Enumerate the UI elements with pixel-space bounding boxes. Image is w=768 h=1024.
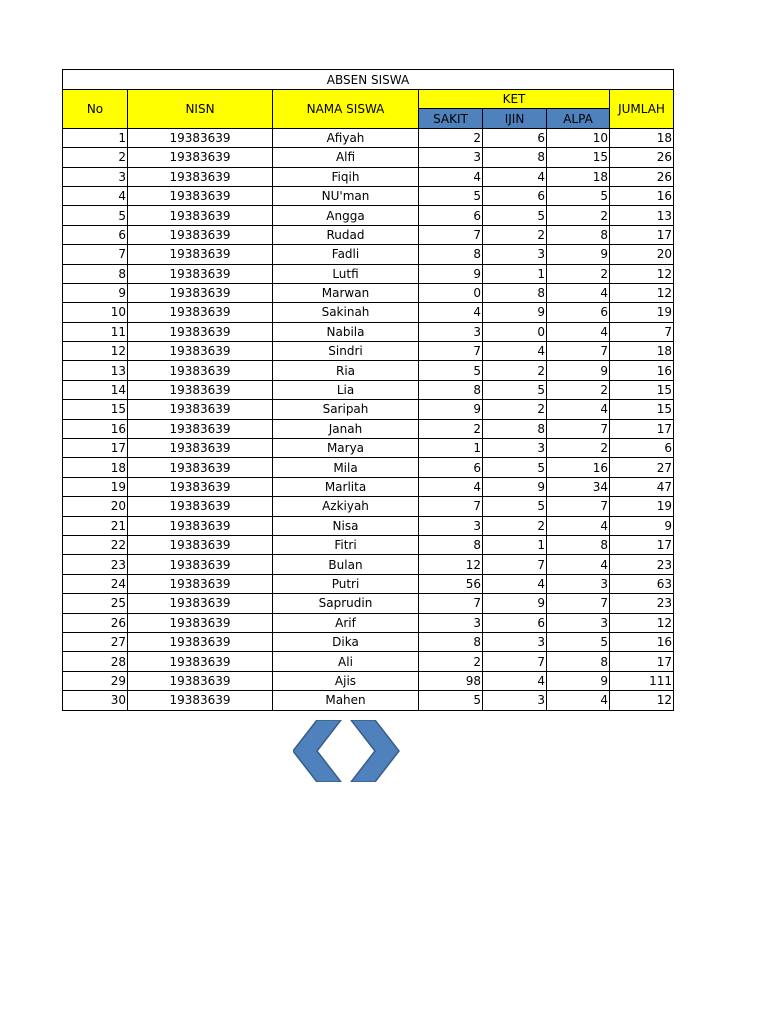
cell-jumlah: 18 [610,342,674,361]
cell-no: 26 [63,613,128,632]
cell-alpa: 2 [547,439,610,458]
cell-no: 22 [63,535,128,554]
cell-alpa: 6 [547,303,610,322]
cell-alpa: 15 [547,148,610,167]
table-row [63,555,674,574]
table-row [63,458,674,477]
cell-jumlah: 16 [610,186,674,205]
cell-nisn: 19383639 [128,477,273,496]
cell-jumlah: 19 [610,303,674,322]
cell-nisn: 19383639 [128,380,273,399]
cell-alpa: 7 [547,342,610,361]
cell-nisn: 19383639 [128,535,273,554]
cell-no: 29 [63,671,128,690]
cell-nama-siswa: Ria [273,361,419,380]
cell-nisn: 19383639 [128,400,273,419]
cell-no: 11 [63,322,128,341]
cell-ijin: 2 [483,400,547,419]
cell-sakit: 6 [419,458,483,477]
cell-sakit: 2 [419,128,483,147]
cell-sakit: 12 [419,555,483,574]
cell-no: 3 [63,167,128,186]
table-row [63,613,674,632]
cell-nama-siswa: Putri [273,574,419,593]
cell-nama-siswa: Sindri [273,342,419,361]
cell-no: 2 [63,148,128,167]
header-sakit: SAKIT [419,109,483,128]
cell-jumlah: 23 [610,555,674,574]
cell-jumlah: 15 [610,400,674,419]
cell-nama-siswa: Azkiyah [273,497,419,516]
table-row [63,400,674,419]
cell-ijin: 7 [483,652,547,671]
cell-alpa: 2 [547,380,610,399]
cell-alpa: 5 [547,632,610,651]
header-ijin: IJIN [483,109,547,128]
table-body [63,128,674,710]
cell-no: 24 [63,574,128,593]
cell-ijin: 8 [483,283,547,302]
cell-sakit: 2 [419,419,483,438]
cell-nama-siswa: Alfi [273,148,419,167]
cell-nama-siswa: Ajis [273,671,419,690]
table-row [63,516,674,535]
table-row [63,264,674,283]
cell-jumlah: 7 [610,322,674,341]
cell-jumlah: 111 [610,671,674,690]
cell-alpa: 7 [547,594,610,613]
cell-ijin: 9 [483,477,547,496]
cell-no: 16 [63,419,128,438]
cell-nisn: 19383639 [128,322,273,341]
cell-nama-siswa: Sakinah [273,303,419,322]
cell-no: 18 [63,458,128,477]
cell-nisn: 19383639 [128,206,273,225]
chevron-left-icon[interactable] [293,720,341,782]
table-row [63,206,674,225]
cell-nisn: 19383639 [128,148,273,167]
cell-alpa: 7 [547,419,610,438]
table-row [63,303,674,322]
cell-sakit: 5 [419,691,483,710]
cell-nama-siswa: NU'man [273,186,419,205]
cell-sakit: 2 [419,652,483,671]
cell-ijin: 2 [483,361,547,380]
table-row [63,361,674,380]
cell-alpa: 4 [547,555,610,574]
cell-no: 23 [63,555,128,574]
cell-nisn: 19383639 [128,186,273,205]
table-row [63,380,674,399]
table-row [63,535,674,554]
cell-alpa: 18 [547,167,610,186]
cell-no: 1 [63,128,128,147]
cell-alpa: 7 [547,497,610,516]
cell-nisn: 19383639 [128,516,273,535]
cell-nama-siswa: Saripah [273,400,419,419]
cell-nama-siswa: Rudad [273,225,419,244]
cell-no: 6 [63,225,128,244]
cell-jumlah: 23 [610,594,674,613]
cell-nisn: 19383639 [128,264,273,283]
cell-jumlah: 26 [610,167,674,186]
cell-nisn: 19383639 [128,555,273,574]
cell-alpa: 3 [547,613,610,632]
cell-nama-siswa: Fadli [273,245,419,264]
cell-no: 9 [63,283,128,302]
table-row [63,342,674,361]
cell-no: 20 [63,497,128,516]
cell-ijin: 5 [483,458,547,477]
cell-no: 5 [63,206,128,225]
cell-nama-siswa: Lutfi [273,264,419,283]
table-row [63,128,674,147]
cell-alpa: 4 [547,400,610,419]
cell-alpa: 16 [547,458,610,477]
cell-sakit: 98 [419,671,483,690]
cell-alpa: 4 [547,322,610,341]
cell-ijin: 3 [483,245,547,264]
cell-ijin: 1 [483,535,547,554]
cell-alpa: 10 [547,128,610,147]
cell-nisn: 19383639 [128,574,273,593]
cell-jumlah: 9 [610,516,674,535]
cell-sakit: 9 [419,264,483,283]
cell-ijin: 0 [483,322,547,341]
header-no: No [63,90,128,129]
cell-ijin: 5 [483,206,547,225]
cell-sakit: 8 [419,535,483,554]
cell-jumlah: 17 [610,535,674,554]
cell-ijin: 7 [483,555,547,574]
cell-nisn: 19383639 [128,613,273,632]
cell-nisn: 19383639 [128,632,273,651]
cell-ijin: 6 [483,128,547,147]
cell-ijin: 6 [483,613,547,632]
cell-no: 12 [63,342,128,361]
cell-jumlah: 63 [610,574,674,593]
cell-sakit: 7 [419,342,483,361]
table-row [63,322,674,341]
cell-alpa: 4 [547,691,610,710]
cell-sakit: 4 [419,303,483,322]
cell-ijin: 2 [483,225,547,244]
header-nama-siswa: NAMA SISWA [273,90,419,129]
cell-jumlah: 17 [610,652,674,671]
cell-sakit: 3 [419,322,483,341]
navigation-arrows-svg [293,720,403,782]
table-row [63,148,674,167]
cell-ijin: 3 [483,439,547,458]
cell-alpa: 2 [547,206,610,225]
cell-ijin: 4 [483,574,547,593]
cell-sakit: 56 [419,574,483,593]
cell-sakit: 3 [419,613,483,632]
table-row [63,245,674,264]
cell-nisn: 19383639 [128,245,273,264]
cell-nisn: 19383639 [128,225,273,244]
cell-ijin: 4 [483,167,547,186]
cell-ijin: 9 [483,303,547,322]
cell-nama-siswa: Ali [273,652,419,671]
cell-nama-siswa: Afiyah [273,128,419,147]
cell-nama-siswa: Fiqih [273,167,419,186]
cell-nisn: 19383639 [128,128,273,147]
cell-sakit: 7 [419,497,483,516]
cell-no: 21 [63,516,128,535]
cell-nama-siswa: Nabila [273,322,419,341]
cell-ijin: 8 [483,148,547,167]
cell-ijin: 1 [483,264,547,283]
cell-nama-siswa: Saprudin [273,594,419,613]
cell-nisn: 19383639 [128,303,273,322]
cell-nama-siswa: Marlita [273,477,419,496]
header-alpa: ALPA [547,109,610,128]
navigation-arrows [293,720,403,782]
cell-alpa: 8 [547,535,610,554]
table-row [63,186,674,205]
cell-sakit: 3 [419,148,483,167]
cell-jumlah: 16 [610,632,674,651]
cell-jumlah: 27 [610,458,674,477]
cell-no: 30 [63,691,128,710]
cell-no: 4 [63,186,128,205]
cell-sakit: 8 [419,380,483,399]
cell-sakit: 4 [419,477,483,496]
cell-ijin: 2 [483,516,547,535]
cell-jumlah: 16 [610,361,674,380]
cell-no: 13 [63,361,128,380]
cell-nisn: 19383639 [128,283,273,302]
cell-sakit: 7 [419,225,483,244]
cell-ijin: 4 [483,342,547,361]
table-row [63,283,674,302]
cell-nisn: 19383639 [128,419,273,438]
table-row [63,691,674,710]
cell-jumlah: 18 [610,128,674,147]
cell-jumlah: 15 [610,380,674,399]
cell-no: 19 [63,477,128,496]
cell-alpa: 34 [547,477,610,496]
cell-nama-siswa: Arif [273,613,419,632]
cell-alpa: 8 [547,225,610,244]
table-title: ABSEN SISWA [63,70,674,90]
table-row [63,594,674,613]
cell-no: 15 [63,400,128,419]
cell-nisn: 19383639 [128,594,273,613]
cell-jumlah: 17 [610,225,674,244]
cell-no: 14 [63,380,128,399]
cell-nama-siswa: Angga [273,206,419,225]
cell-ijin: 5 [483,497,547,516]
cell-sakit: 9 [419,400,483,419]
cell-ijin: 8 [483,419,547,438]
cell-no: 27 [63,632,128,651]
cell-no: 17 [63,439,128,458]
cell-ijin: 4 [483,671,547,690]
cell-sakit: 0 [419,283,483,302]
cell-nama-siswa: Dika [273,632,419,651]
table-row [63,225,674,244]
cell-ijin: 6 [483,186,547,205]
cell-alpa: 5 [547,186,610,205]
cell-alpa: 9 [547,361,610,380]
cell-ijin: 3 [483,691,547,710]
cell-alpa: 2 [547,264,610,283]
cell-nisn: 19383639 [128,652,273,671]
cell-nama-siswa: Fitri [273,535,419,554]
table-row [63,632,674,651]
cell-nisn: 19383639 [128,458,273,477]
cell-nama-siswa: Nisa [273,516,419,535]
cell-no: 25 [63,594,128,613]
header-nisn: NISN [128,90,273,129]
cell-nisn: 19383639 [128,691,273,710]
cell-nisn: 19383639 [128,342,273,361]
cell-jumlah: 12 [610,283,674,302]
cell-jumlah: 12 [610,613,674,632]
cell-no: 10 [63,303,128,322]
cell-sakit: 5 [419,186,483,205]
cell-sakit: 6 [419,206,483,225]
cell-nama-siswa: Marwan [273,283,419,302]
cell-alpa: 9 [547,245,610,264]
cell-jumlah: 17 [610,419,674,438]
cell-alpa: 3 [547,574,610,593]
cell-nisn: 19383639 [128,167,273,186]
absen-siswa-table [62,69,674,711]
table-row [63,652,674,671]
cell-jumlah: 20 [610,245,674,264]
cell-sakit: 8 [419,632,483,651]
cell-jumlah: 12 [610,691,674,710]
cell-nisn: 19383639 [128,671,273,690]
cell-nisn: 19383639 [128,439,273,458]
cell-alpa: 8 [547,652,610,671]
cell-ijin: 3 [483,632,547,651]
cell-nisn: 19383639 [128,361,273,380]
cell-nama-siswa: Bulan [273,555,419,574]
cell-jumlah: 13 [610,206,674,225]
header-ket: KET [419,90,610,109]
cell-jumlah: 6 [610,439,674,458]
table-row [63,439,674,458]
cell-sakit: 7 [419,594,483,613]
cell-jumlah: 47 [610,477,674,496]
cell-nama-siswa: Mahen [273,691,419,710]
cell-sakit: 1 [419,439,483,458]
table-row [63,574,674,593]
cell-jumlah: 26 [610,148,674,167]
cell-alpa: 4 [547,283,610,302]
cell-nama-siswa: Marya [273,439,419,458]
cell-nama-siswa: Mila [273,458,419,477]
chevron-right-icon[interactable] [351,720,399,782]
cell-sakit: 5 [419,361,483,380]
table-row [63,671,674,690]
cell-alpa: 9 [547,671,610,690]
cell-jumlah: 19 [610,497,674,516]
cell-no: 8 [63,264,128,283]
cell-nisn: 19383639 [128,497,273,516]
cell-sakit: 3 [419,516,483,535]
cell-nama-siswa: Lia [273,380,419,399]
table-row [63,477,674,496]
cell-alpa: 4 [547,516,610,535]
header-jumlah: JUMLAH [610,90,674,129]
table-row [63,167,674,186]
cell-nama-siswa: Janah [273,419,419,438]
cell-no: 28 [63,652,128,671]
table-row [63,497,674,516]
cell-ijin: 9 [483,594,547,613]
cell-sakit: 4 [419,167,483,186]
table-row [63,419,674,438]
cell-ijin: 5 [483,380,547,399]
cell-sakit: 8 [419,245,483,264]
cell-no: 7 [63,245,128,264]
cell-jumlah: 12 [610,264,674,283]
